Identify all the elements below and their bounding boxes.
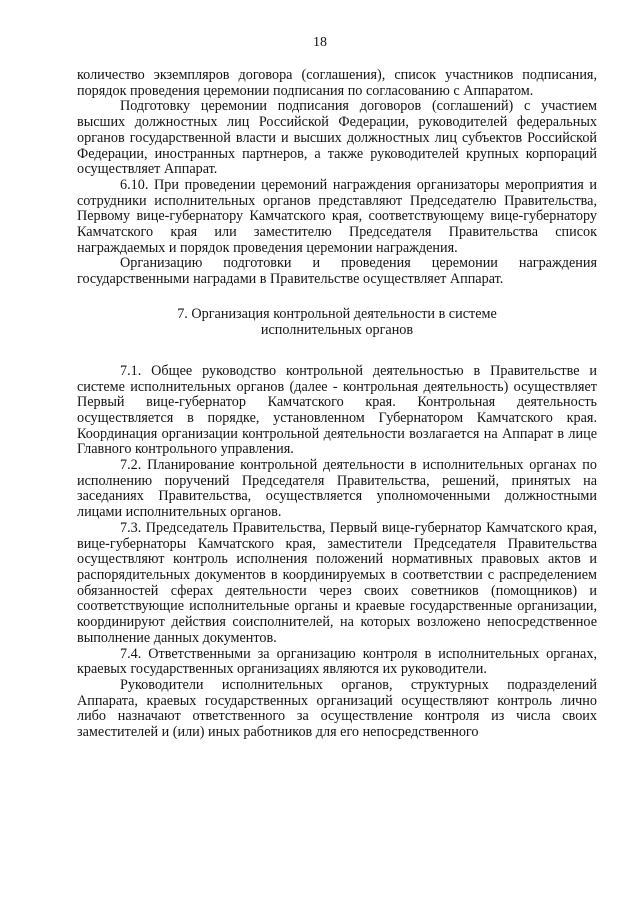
page-number: 18 (313, 35, 327, 50)
paragraph: Подготовку церемонии подписания договоров (соглашений) с участием высших должностных лиц Российской Федерации, руководителей федеральных органов государственной власти и высших должностных лиц субъектов Российской Федерации, иностранных партнеров, а также руководителей крупных корпораций осуществляет Аппарат. (77, 98, 597, 178)
paragraph: 7.4. Ответственными за организацию контроля в исполнительных органах, краевых государственных организациях являются их руководители. (77, 645, 597, 678)
paragraph: Руководители исполнительных органов, структурных подразделений Аппарата, краевых государственных организаций осуществляют контроль лично либо назначают ответственного за осуществление контроля из числа своих заместителей и (или) иных работников для его непосредственного (77, 676, 597, 741)
section-heading-line: 7. Организация контрольной деятельности в системе (177, 305, 497, 322)
document-body (77, 68, 597, 741)
paragraph: количество экземпляров договора (соглашения), список участников подписания, порядок проведения церемонии подписания по согласованию с Аппаратом. (77, 67, 597, 99)
paragraph: 7.2. Планирование контрольной деятельности в исполнительных органах по исполнению поручений Председателя Правительства, решений, принятых на заседаниях Правительства, осуществляется уполномоченными должностными лицами исполнительных органов. (77, 457, 597, 521)
section-heading (77, 306, 597, 338)
paragraph: 6.10. При проведении церемоний награждения организаторы мероприятия и сотрудники исполнительных органов представляют Председателю Правительства, Первому вице-губернатору Камчатского края, соответствующему вице-губернатору Камчатского края или заместителю Председателя Правительства список награждаемых и порядок проведения церемонии награждения. (77, 176, 597, 256)
paragraph: 7.1. Общее руководство контрольной деятельностью в Правительстве и системе исполнительных органов (далее - контрольная деятельность) осуществляет Первый вице-губернатор Камчатского края. Контрольная деятельность осуществляется в порядке, установленном Губернатором Камчатского края. Координация организации контрольной деятельности возлагается на Аппарат в лице Главного контрольного управления. (77, 362, 597, 458)
paragraph: Организацию подготовки и проведения церемонии награждения государственными наградами в Правительстве осуществляет Аппарат. (77, 255, 597, 288)
paragraph: 7.3. Председатель Правительства, Первый вице-губернатор Камчатского края, вице-губернаторы Камчатского края, заместители Председателя Правительства осуществляют контроль исполнения положений нормативных правовых актов и распорядительных документов в координируемых в соответствии с распределением обязанностей сферах деятельности через своих советников (помощников) и соответствующие исполнительные органы и краевые государственные организации, координируют действия соисполнителей, на которых возложено непосредственное выполнение данных документов. (77, 519, 597, 646)
section-heading-line: исполнительных органов (260, 321, 414, 338)
